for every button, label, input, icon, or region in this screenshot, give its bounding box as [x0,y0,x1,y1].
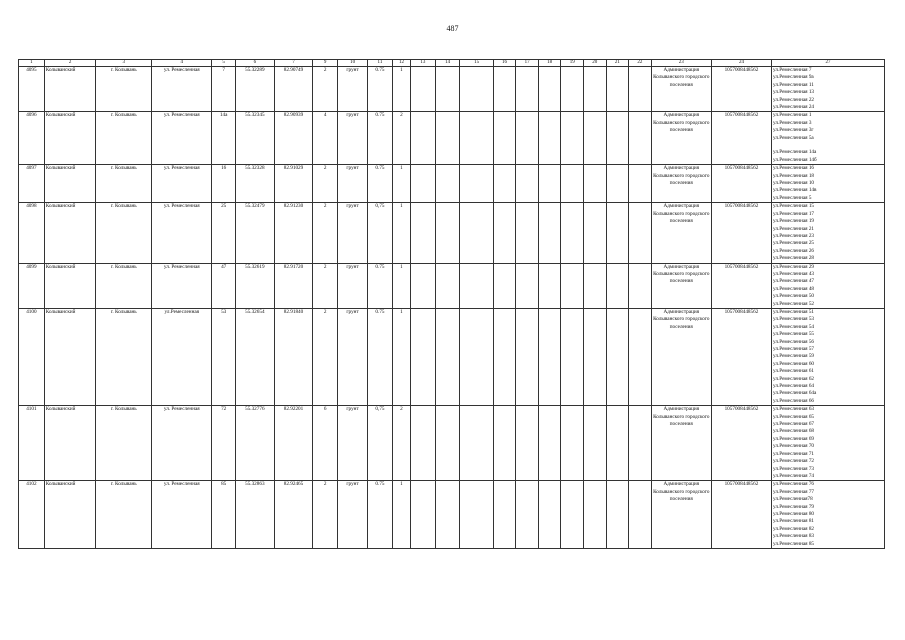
table-row [19,406,885,481]
cell-id: 4096 [19,112,45,165]
cell-empty [493,203,516,263]
address-line: ул.Ремесленная 21 [773,225,815,232]
cell-id: 4102 [19,481,45,549]
address-line: ул.Ремесленная 83 [773,533,815,540]
cell-empty [516,481,539,549]
address-line: ул.Ремесленная 5 [773,194,812,201]
column-number: 17 [516,60,539,67]
cell-empty [561,67,584,112]
column-number: 22 [629,60,652,67]
cell-street: ул. Ремесленная [152,263,212,308]
cell-city: г. Колывань [96,165,152,203]
column-number: 24 [711,60,771,67]
cell-c11: 0.75 [368,112,393,165]
cell-ogrn: 1057008448562 [711,263,771,308]
address-line: ул.Ремесленная 73 [773,465,815,472]
cell-c12: 1 [392,67,410,112]
cell-street: ул.Ремесленная [152,308,212,405]
cell-empty [460,481,493,549]
table-row [19,481,885,549]
cell-empty [629,203,652,263]
cell-c11: 0.75 [368,67,393,112]
address-line: ул.Ремесленная 56 [773,338,815,345]
cell-empty [629,263,652,308]
address-line: ул.Ремесленная 16 [773,165,815,172]
cell-id: 4099 [19,263,45,308]
cell-empty [538,203,561,263]
address-line: ул.Ремесленная 52 [773,300,815,307]
cell-empty [584,308,607,405]
address-line: ул.Ремесленная 18 [773,172,815,179]
cell-surface: грунт [338,203,368,263]
cell-empty [629,481,652,549]
cell-city: г. Колывань [96,481,152,549]
cell-empty [629,67,652,112]
register-table [18,59,885,549]
cell-empty [435,112,460,165]
cell-empty [460,308,493,405]
column-number: 5 [212,60,236,67]
cell-empty [516,308,539,405]
cell-addresses [772,308,885,405]
address-line: ул.Ремесленная 50 [773,293,815,300]
cell-lat: 55.32479 [235,203,274,263]
cell-empty [435,263,460,308]
address-line: ул.Ремесленная 80 [773,510,815,517]
column-number: 20 [584,60,607,67]
cell-c11: 0.75 [368,481,393,549]
cell-owner: Администрация Колыванского городского поселения [651,67,711,112]
cell-lon: 82.90749 [274,67,313,112]
cell-lat: 55.32345 [235,112,274,165]
cell-empty [493,263,516,308]
cell-owner: Администрация Колыванского городского поселения [651,308,711,405]
address-line: ул.Ремесленная 14в [773,187,817,194]
cell-house: 85 [212,481,236,549]
address-line: ул.Ремесленная78 [773,496,813,503]
cell-empty [411,112,436,165]
cell-empty [435,406,460,481]
cell-empty [538,67,561,112]
cell-surface: грунт [338,481,368,549]
cell-empty [493,67,516,112]
address-line: ул.Ремесленная 64 [773,383,815,390]
cell-district: Колыванский [44,308,96,405]
cell-ogrn: 1057008448562 [711,308,771,405]
cell-owner: Администрация Колыванского городского поселения [651,481,711,549]
cell-c11: 0,75 [368,406,393,481]
cell-c9: 2 [313,481,338,549]
cell-district: Колыванский [44,67,96,112]
table-row [19,112,885,165]
cell-c12: 1 [392,308,410,405]
cell-addresses [772,203,885,263]
cell-house: 53 [212,308,236,405]
address-line: ул.Ремесленная 69 [773,435,815,442]
cell-empty [606,406,629,481]
cell-owner: Администрация Колыванского городского поселения [651,165,711,203]
cell-empty [460,112,493,165]
column-number: 13 [411,60,436,67]
cell-owner: Администрация Колыванского городского поселения [651,203,711,263]
cell-empty [561,308,584,405]
cell-empty [629,165,652,203]
cell-c12: 2 [392,112,410,165]
cell-lat: 55.32776 [235,406,274,481]
address-line: ул.Ремесленная 3г [773,127,814,134]
cell-empty [584,112,607,165]
cell-house: 7 [212,67,236,112]
column-number: 9 [313,60,338,67]
address-line: ул.Ремесленная 43 [773,270,815,277]
address-line: ул.Ремесленная 1 [773,112,812,119]
column-number: 19 [561,60,584,67]
cell-c11: 0.75 [368,308,393,405]
column-number: 14 [435,60,460,67]
cell-ogrn: 1057008448562 [711,481,771,549]
cell-empty [606,112,629,165]
address-line: ул.Ремесленная 9а [773,74,814,81]
address-line: ул.Ремесленная 25 [773,240,815,247]
cell-c12: 1 [392,165,410,203]
address-line: ул.Ремесленная 65 [773,413,815,420]
cell-city: г. Колывань [96,406,152,481]
cell-c9: 2 [313,203,338,263]
cell-surface: грунт [338,406,368,481]
cell-addresses [772,263,885,308]
cell-empty [561,481,584,549]
cell-empty [460,406,493,481]
cell-street: ул. Ремесленная [152,406,212,481]
address-line: ул.Ремесленная 57 [773,346,815,353]
cell-c11: 0,75 [368,203,393,263]
cell-empty [493,308,516,405]
address-line: ул.Ремесленная 17 [773,210,815,217]
cell-id: 4095 [19,67,45,112]
address-line: ул.Ремесленная 11 [773,81,814,88]
address-line: ул.Ремесленная 53 [773,316,815,323]
address-line: ул.Ремесленная 62 [773,375,815,382]
column-number: 12 [392,60,410,67]
cell-empty [516,112,539,165]
cell-empty [584,165,607,203]
cell-empty [629,112,652,165]
cell-lat: 55.32863 [235,481,274,549]
cell-empty [411,481,436,549]
cell-empty [411,67,436,112]
cell-empty [538,165,561,203]
address-line: ул.Ремесленная 77 [773,488,815,495]
address-line: ул.Ремесленная 19 [773,218,815,225]
cell-owner: Администрация Колыванского городского поселения [651,263,711,308]
cell-empty [435,481,460,549]
cell-house: 72 [212,406,236,481]
cell-c9: 2 [313,67,338,112]
cell-lat: 55.32654 [235,308,274,405]
cell-empty [538,263,561,308]
cell-empty [411,203,436,263]
table-row [19,308,885,405]
cell-ogrn: 1057008448562 [711,112,771,165]
cell-lon: 82.92465 [274,481,313,549]
address-line: ул.Ремесленная 14а [773,149,817,156]
cell-empty [435,67,460,112]
cell-district: Колыванский [44,203,96,263]
address-line: ул.Ремесленная 7 [773,67,812,73]
cell-empty [606,165,629,203]
cell-empty [516,203,539,263]
table-row [19,263,885,308]
address-line: ул.Ремесленная 55 [773,331,815,338]
cell-c9: 6 [313,406,338,481]
cell-lon: 82.91720 [274,263,313,308]
column-number: 4 [152,60,212,67]
cell-empty [561,165,584,203]
table-row [19,165,885,203]
cell-empty [629,406,652,481]
cell-c12: 1 [392,481,410,549]
address-line: ул.Ремесленная 26 [773,247,815,254]
cell-owner: Администрация Колыванского городского поселения [651,406,711,481]
column-number: 7 [274,60,313,67]
column-number-row [19,60,885,67]
cell-ogrn: 1057008448562 [711,165,771,203]
cell-house: 25 [212,203,236,263]
cell-ogrn: 1057008448562 [711,406,771,481]
cell-street: ул. Ремесленная [152,481,212,549]
cell-empty [538,406,561,481]
address-line: ул.Ремесленная 60 [773,360,815,367]
cell-city: г. Колывань [96,203,152,263]
cell-street: ул. Ремесленная [152,165,212,203]
cell-empty [606,67,629,112]
cell-empty [411,406,436,481]
cell-lon: 82.91029 [274,165,313,203]
address-line: ул.Ремесленная 54 [773,323,815,330]
cell-empty [606,481,629,549]
address-line: ул.Ремесленная 67 [773,421,815,428]
cell-lat: 55.32328 [235,165,274,203]
address-line: ул.Ремесленная 5а [773,134,814,141]
address-line: ул.Ремесленная 82 [773,525,815,532]
column-number: 15 [460,60,493,67]
cell-empty [538,308,561,405]
cell-district: Колыванский [44,263,96,308]
cell-surface: грунт [338,112,368,165]
column-number: 23 [651,60,711,67]
cell-empty [435,203,460,263]
cell-empty [411,263,436,308]
cell-empty [493,406,516,481]
cell-house: 47 [212,263,236,308]
cell-c11: 0.75 [368,165,393,203]
cell-id: 4098 [19,203,45,263]
column-number: 3 [96,60,152,67]
address-line: ул.Ремесленная 71 [773,450,815,457]
cell-city: г. Колывань [96,263,152,308]
cell-empty [493,165,516,203]
cell-empty [584,263,607,308]
cell-empty [516,263,539,308]
cell-city: г. Колывань [96,308,152,405]
cell-empty [516,406,539,481]
cell-empty [538,481,561,549]
cell-addresses [772,406,885,481]
cell-surface: грунт [338,263,368,308]
address-line: ул.Ремесленная 22 [773,96,815,103]
address-line: ул.Ремесленная 61 [773,368,815,375]
address-gap [773,142,883,149]
cell-empty [538,112,561,165]
cell-addresses [772,165,885,203]
cell-addresses [772,112,885,165]
column-number: 6 [235,60,274,67]
address-line: ул.Ремесленная 68 [773,428,815,435]
column-number: 2 [44,60,96,67]
cell-empty [493,112,516,165]
address-line: ул.Ремесленная 70 [773,443,815,450]
cell-c12: 2 [392,406,410,481]
cell-id: 4097 [19,165,45,203]
cell-empty [460,67,493,112]
cell-c9: 2 [313,165,338,203]
address-line: ул.Ремесленная 29 [773,263,815,270]
cell-empty [584,67,607,112]
cell-lon: 82.92201 [274,406,313,481]
cell-id: 4101 [19,406,45,481]
cell-lon: 82.91840 [274,308,313,405]
cell-empty [516,165,539,203]
cell-empty [584,406,607,481]
cell-house: 14а [212,112,236,165]
cell-empty [561,406,584,481]
cell-empty [606,263,629,308]
address-line: ул.Ремесленная 59 [773,353,815,360]
address-line: ул.Ремесленная 74 [773,472,815,479]
cell-addresses [772,481,885,549]
address-line: ул.Ремесленная 10 [773,180,815,187]
table-row [19,67,885,112]
cell-id: 4100 [19,308,45,405]
cell-c12: 1 [392,203,410,263]
cell-city: г. Колывань [96,67,152,112]
address-line: ул.Ремесленная 63 [773,406,815,413]
cell-addresses [772,67,885,112]
address-line: ул.Ремесленная 13 [773,89,815,96]
cell-empty [460,203,493,263]
cell-surface: грунт [338,67,368,112]
cell-surface: грунт [338,165,368,203]
cell-district: Колыванский [44,481,96,549]
cell-empty [584,481,607,549]
cell-empty [629,308,652,405]
cell-c12: 1 [392,263,410,308]
cell-empty [561,112,584,165]
address-line: ул.Ремесленная 15 [773,203,815,210]
cell-district: Колыванский [44,112,96,165]
address-line: ул.Ремесленная 23 [773,232,815,239]
cell-lat: 55.32289 [235,67,274,112]
cell-empty [435,165,460,203]
column-number: 16 [493,60,516,67]
cell-ogrn: 1057008448562 [711,67,771,112]
address-line: ул.Ремесленная 64а [773,390,817,397]
address-line: ул.Ремесленная 72 [773,458,815,465]
address-line: ул.Ремесленная 85 [773,540,815,547]
cell-empty [516,67,539,112]
cell-c11: 0.75 [368,263,393,308]
cell-owner: Администрация Колыванского городского поселения [651,112,711,165]
cell-empty [460,165,493,203]
address-line: ул.Ремесленная 79 [773,503,815,510]
cell-empty [411,165,436,203]
cell-city: г. Колывань [96,112,152,165]
cell-district: Колыванский [44,165,96,203]
cell-street: ул. Ремесленная [152,203,212,263]
address-line: ул.Ремесленная 47 [773,278,815,285]
address-line: ул.Ремесленная 66 [773,397,815,404]
cell-c9: 2 [313,308,338,405]
cell-empty [606,203,629,263]
address-line: ул.Ремесленная 48 [773,285,815,292]
cell-c9: 2 [313,263,338,308]
address-line: ул.Ремесленная 51 [773,308,815,315]
cell-empty [435,308,460,405]
cell-empty [411,308,436,405]
cell-street: ул. Ремесленная [152,67,212,112]
cell-c9: 4 [313,112,338,165]
cell-district: Колыванский [44,406,96,481]
column-number: 11 [368,60,393,67]
address-line: ул.Ремесленная 3 [773,119,812,126]
cell-lon: 82.90939 [274,112,313,165]
cell-empty [561,203,584,263]
cell-lat: 55.32619 [235,263,274,308]
column-number: 27 [772,60,885,67]
cell-empty [493,481,516,549]
address-line: ул.Ремесленная 14б [773,156,817,163]
address-line: ул.Ремесленная 28 [773,255,815,262]
table-row [19,203,885,263]
column-number: 10 [338,60,368,67]
cell-ogrn: 1057008448562 [711,203,771,263]
column-number: 18 [538,60,561,67]
address-line: ул.Ремесленная 24 [773,104,815,111]
address-line: ул.Ремесленная 81 [773,518,815,525]
cell-empty [606,308,629,405]
cell-empty [584,203,607,263]
address-line: ул.Ремесленная 76 [773,481,815,488]
cell-empty [561,263,584,308]
cell-house: 16 [212,165,236,203]
cell-lon: 82.91230 [274,203,313,263]
column-number: 21 [606,60,629,67]
cell-street: ул. Ремесленная [152,112,212,165]
column-number: 1 [19,60,45,67]
cell-empty [460,263,493,308]
page-number: 487 [446,24,459,33]
cell-surface: грунт [338,308,368,405]
